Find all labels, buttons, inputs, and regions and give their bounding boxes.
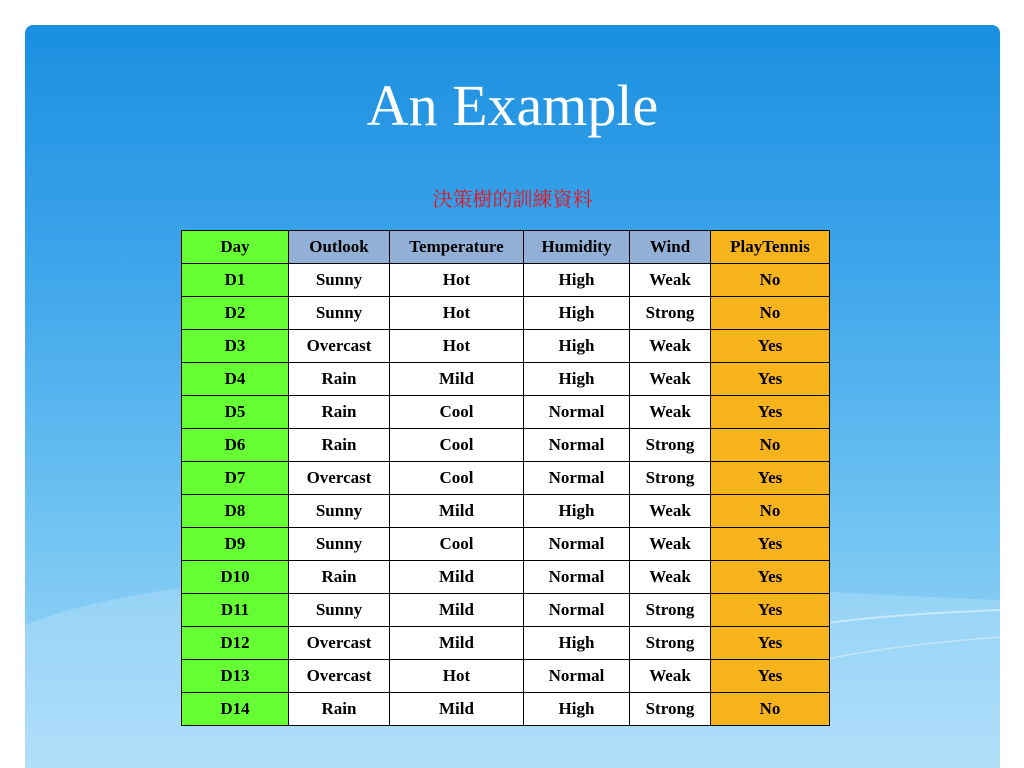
- cell-playtennis: Yes: [711, 627, 830, 660]
- cell-humidity: High: [524, 627, 630, 660]
- cell-outlook: Sunny: [289, 528, 390, 561]
- cell-outlook: Rain: [289, 396, 390, 429]
- cell-outlook: Rain: [289, 693, 390, 726]
- table-row: [182, 561, 830, 594]
- cell-temperature: Hot: [390, 297, 524, 330]
- cell-outlook: Rain: [289, 561, 390, 594]
- cell-playtennis: Yes: [711, 528, 830, 561]
- table-row: [182, 330, 830, 363]
- table-header-row: [182, 231, 830, 264]
- cell-playtennis: Yes: [711, 330, 830, 363]
- cell-playtennis: No: [711, 693, 830, 726]
- cell-playtennis: Yes: [711, 396, 830, 429]
- table-row: [182, 627, 830, 660]
- cell-humidity: High: [524, 330, 630, 363]
- cell-outlook: Rain: [289, 363, 390, 396]
- cell-temperature: Cool: [390, 528, 524, 561]
- cell-day: D8: [182, 495, 289, 528]
- cell-outlook: Overcast: [289, 462, 390, 495]
- cell-day: D13: [182, 660, 289, 693]
- cell-wind: Strong: [630, 594, 711, 627]
- cell-temperature: Cool: [390, 396, 524, 429]
- cell-temperature: Hot: [390, 264, 524, 297]
- cell-temperature: Mild: [390, 363, 524, 396]
- cell-wind: Strong: [630, 429, 711, 462]
- cell-wind: Strong: [630, 462, 711, 495]
- cell-temperature: Cool: [390, 429, 524, 462]
- cell-temperature: Mild: [390, 627, 524, 660]
- cell-wind: Weak: [630, 495, 711, 528]
- cell-playtennis: Yes: [711, 561, 830, 594]
- cell-day: D4: [182, 363, 289, 396]
- header-outlook: Outlook: [289, 231, 390, 264]
- cell-day: D6: [182, 429, 289, 462]
- slide-subtitle: 決策樹的訓練資料: [432, 187, 593, 211]
- cell-day: D5: [182, 396, 289, 429]
- cell-temperature: Mild: [390, 561, 524, 594]
- cell-humidity: High: [524, 297, 630, 330]
- cell-wind: Strong: [630, 627, 711, 660]
- cell-humidity: Normal: [524, 594, 630, 627]
- cell-day: D1: [182, 264, 289, 297]
- table-row: [182, 660, 830, 693]
- cell-wind: Weak: [630, 561, 711, 594]
- cell-outlook: Sunny: [289, 297, 390, 330]
- cell-temperature: Cool: [390, 462, 524, 495]
- cell-day: D14: [182, 693, 289, 726]
- cell-temperature: Hot: [390, 660, 524, 693]
- cell-playtennis: Yes: [711, 660, 830, 693]
- cell-humidity: Normal: [524, 660, 630, 693]
- cell-humidity: High: [524, 363, 630, 396]
- cell-outlook: Overcast: [289, 660, 390, 693]
- cell-humidity: High: [524, 693, 630, 726]
- table-row: [182, 297, 830, 330]
- cell-humidity: Normal: [524, 561, 630, 594]
- header-wind: Wind: [630, 231, 711, 264]
- cell-wind: Weak: [630, 363, 711, 396]
- table-row: [182, 693, 830, 726]
- cell-playtennis: Yes: [711, 363, 830, 396]
- cell-temperature: Hot: [390, 330, 524, 363]
- header-day: Day: [182, 231, 289, 264]
- table-row: [182, 495, 830, 528]
- cell-temperature: Mild: [390, 594, 524, 627]
- cell-wind: Weak: [630, 528, 711, 561]
- cell-wind: Weak: [630, 330, 711, 363]
- training-data-table: [181, 230, 830, 726]
- cell-outlook: Sunny: [289, 264, 390, 297]
- cell-wind: Weak: [630, 660, 711, 693]
- table-body: [182, 264, 830, 726]
- slide-title: An Example: [366, 73, 659, 138]
- header-temperature: Temperature: [390, 231, 524, 264]
- table-row: [182, 462, 830, 495]
- table-row: [182, 396, 830, 429]
- cell-humidity: Normal: [524, 396, 630, 429]
- cell-day: D12: [182, 627, 289, 660]
- cell-humidity: Normal: [524, 528, 630, 561]
- slide-background: [25, 25, 1000, 768]
- cell-day: D11: [182, 594, 289, 627]
- cell-outlook: Overcast: [289, 330, 390, 363]
- cell-day: D3: [182, 330, 289, 363]
- cell-outlook: Rain: [289, 429, 390, 462]
- header-humidity: Humidity: [524, 231, 630, 264]
- cell-day: D9: [182, 528, 289, 561]
- cell-wind: Strong: [630, 693, 711, 726]
- cell-humidity: High: [524, 264, 630, 297]
- cell-playtennis: No: [711, 264, 830, 297]
- table-row: [182, 363, 830, 396]
- cell-playtennis: No: [711, 495, 830, 528]
- cell-humidity: Normal: [524, 429, 630, 462]
- cell-outlook: Sunny: [289, 594, 390, 627]
- cell-temperature: Mild: [390, 495, 524, 528]
- cell-day: D7: [182, 462, 289, 495]
- table-row: [182, 594, 830, 627]
- header-playtennis: PlayTennis: [711, 231, 830, 264]
- cell-outlook: Overcast: [289, 627, 390, 660]
- cell-day: D10: [182, 561, 289, 594]
- cell-day: D2: [182, 297, 289, 330]
- table-row: [182, 264, 830, 297]
- cell-outlook: Sunny: [289, 495, 390, 528]
- cell-wind: Weak: [630, 396, 711, 429]
- table-row: [182, 429, 830, 462]
- cell-humidity: Normal: [524, 462, 630, 495]
- cell-wind: Weak: [630, 264, 711, 297]
- cell-playtennis: Yes: [711, 594, 830, 627]
- cell-playtennis: No: [711, 429, 830, 462]
- table-row: [182, 528, 830, 561]
- cell-temperature: Mild: [390, 693, 524, 726]
- cell-playtennis: Yes: [711, 462, 830, 495]
- cell-humidity: High: [524, 495, 630, 528]
- cell-wind: Strong: [630, 297, 711, 330]
- cell-playtennis: No: [711, 297, 830, 330]
